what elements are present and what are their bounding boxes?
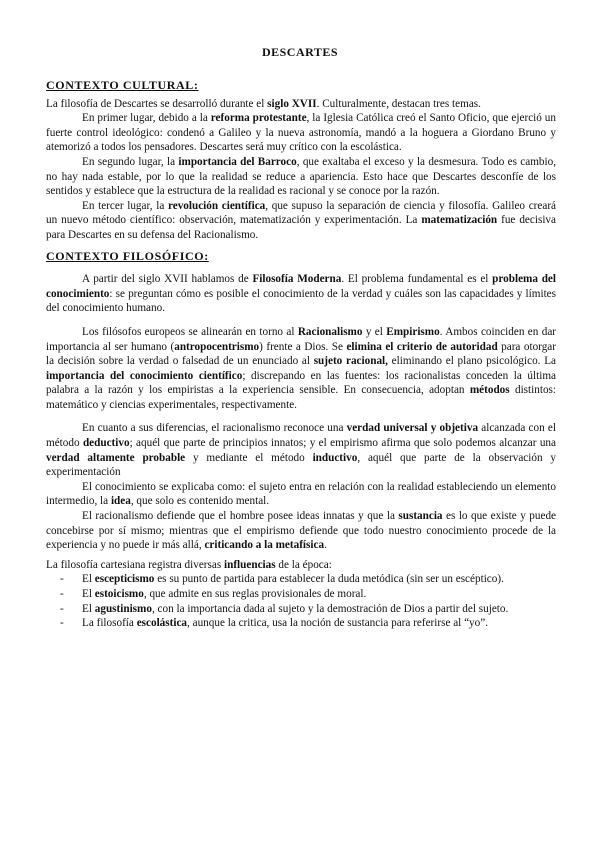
text-run: En tercer lugar, la [82,199,168,212]
text-run: El [82,573,95,586]
text-run: y el [362,325,387,338]
text-run: El [82,602,95,615]
paragraph [46,325,556,413]
text-run: El racionalismo defiende que el hombre posee ideas innatas y que la [82,510,399,523]
text-run: , la Iglesia Católica creó el Santo Oficio, que ejerció un fuerte control ideológico: condenó a Galileo y la nueva astronomía, mandó a la hoguera a Giordano Bruno y atemorizó a todos los pensadores. Descartes será muy crítico con la escolástica. [46,112,556,154]
bold-term: criticando a la metafísica [204,539,325,552]
paragraph [46,272,556,316]
paragraph [46,111,556,155]
text-run: , que supuso la separación de ciencia y filosofía. Galileo creará un nuevo método científico: observación, matematización y experimentación. La [46,199,557,227]
text-run: La filosofía [82,617,137,630]
paragraph [46,199,556,243]
bold-term: sujeto racional, [313,355,388,368]
bold-term: métodos [469,384,510,397]
text-run: En cuanto a sus diferencias, el racionalismo reconoce una [82,422,347,435]
text-run: . Ambos coinciden en dar importancia al ser humano ( [46,325,557,353]
text-run: . El problema fundamental es el [341,273,493,286]
influences-list [46,572,556,630]
text-run: para otorgar la decisión sobre la verdad o falsedad de un enunciado al [46,340,556,368]
text-run: fue decisiva para Descartes en su defensa del Racionalismo. [46,214,556,241]
paragraph [46,480,556,509]
paragraph [46,97,556,112]
bold-term: Filosofía Moderna [252,273,342,286]
text-run: ) frente a Dios. Se [259,340,347,353]
text-run: , que exaltaba el exceso y la desmesura. Todo es cambio, no hay nada estable, por lo que la realidad se reduce a apariencia. Esto hace que Descartes desconfíe de los sentidos y establece que la estructura de la realidad es racional y se conoce por la razón. [46,155,556,198]
bold-term: siglo XVII [267,97,317,110]
text-run: ; discrepando en las fuentes: los racionalistas conceden la última palabra a la razón y los empiristas a la experiencia sensible. En consecuencia, adoptan [46,369,556,397]
bold-term: verdad altamente probable [46,451,186,464]
bold-term: matematización [421,214,498,227]
section-heading: CONTEXTO FILOSÓFICO: [46,248,209,263]
bold-term: idea [110,495,131,508]
text-run: alcanzada con el método [46,422,556,450]
text-run: La filosofía de Descartes se desarrolló durante el [46,97,268,110]
text-run: distintos: matemático y ciencias experimentales, respectivamente. [46,384,557,411]
text-run: El [82,588,95,600]
text-run: : se preguntan cómo es posible el conocimiento de la verdad y cuáles son las capacidades y límites del conocimiento humano. [46,287,556,315]
paragraph [46,509,556,553]
text-run: es lo que existe y puede concebirse por sí mismo; mientras que el empirismo defiende que todo nuestro conocimiento procede de la experiencia y no puede ir más allá, [46,510,556,552]
paragraph [46,558,556,573]
bold-term: antropocentrismo [174,340,260,353]
bold-term: sustancia [398,510,443,523]
bold-term: problema del conocimiento [46,273,556,300]
text-run: de la época: [275,558,332,571]
paragraph [46,421,556,479]
bold-term: reforma protestante [210,112,307,125]
bold-term: inductivo [312,451,358,464]
bold-term: estoicismo [94,588,144,600]
bold-term: revolución científica [167,199,266,212]
text-run: . [324,539,327,552]
text-run: , que admite en sus reglas provisionales de moral. [143,588,367,600]
text-run: , aunque la critica, usa la noción de sustancia para referirse al “yo”. [187,617,489,630]
list-item [60,616,556,631]
document-title: DESCARTES [261,45,339,59]
bold-term: Empirismo [386,325,440,338]
bold-term: importancia del conocimiento científico [46,369,243,382]
bold-term: influencias [224,558,276,571]
bold-term: elimina el criterio de autoridad [346,340,498,353]
text-run: , que solo es contenido mental. [130,495,270,508]
text-run: y mediante el método [185,451,313,464]
bold-term: deductivo [82,437,130,450]
bold-term: agustinismo [94,602,152,615]
text-run: eliminando el plano psicológico. La [387,355,556,368]
text-run: A partir del siglo XVII hablamos de [82,273,253,286]
text-run: Los filósofos europeos se alinearán en torno al [82,325,298,338]
text-run: En segundo lugar, la [82,155,179,168]
text-run: es su punto de partida para establecer la duda metódica (sin ser un escéptico). [154,573,504,586]
text-run: . Culturalmente, destacan tres temas. [316,97,481,110]
bold-term: Racionalismo [297,325,363,338]
bold-term: escepticismo [94,573,155,586]
text-run: , con la importancia dada al sujeto y la demostración de Dios a partir del sujeto. [151,602,509,615]
paragraph [46,155,556,199]
document-body [46,78,556,631]
bold-term: importancia del Barroco [178,155,297,168]
text-run: En primer lugar, debido a la [82,112,211,125]
section-heading: CONTEXTO CULTURAL: [46,78,199,92]
list-item [60,572,556,587]
text-run: ; aquél que parte de principios innatos; y el empirismo afirma que solo podemos alcanzar una [129,437,556,450]
bold-term: escolástica [136,617,188,630]
text-run: , aquél que parte de la observación y experimentación [46,451,556,479]
list-item [60,587,556,602]
bold-term: verdad universal y objetiva [346,422,479,435]
text-run: El conocimiento se explicaba como: el sujeto entra en relación con la realidad estableciendo un elemento intermedio, la [46,480,556,508]
text-run: La filosofía cartesiana registra diversas [46,558,224,571]
list-item [60,602,556,617]
